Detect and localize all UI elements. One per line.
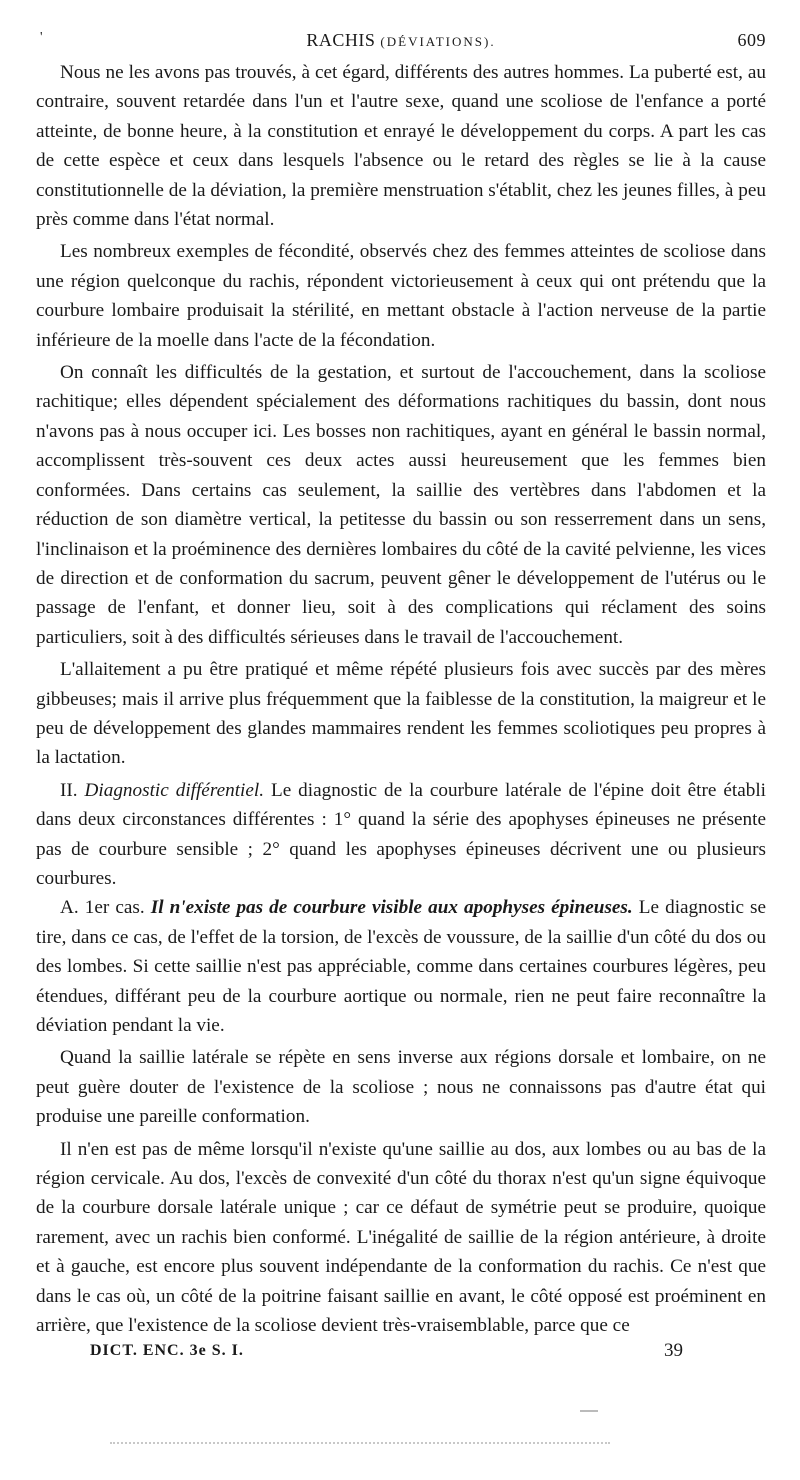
- section-title: Diagnostic différentiel.: [84, 779, 264, 801]
- section-number: II.: [60, 779, 78, 801]
- header-title: [36, 30, 766, 51]
- body-text: [36, 58, 766, 1340]
- footer-signature: DICT. ENC. 3e S. I.: [90, 1342, 244, 1360]
- paragraph: Quand la saillie latérale se répète en sens inverse aux régions dorsale et lombaire, on ne peut guère douter de l'existence de la scoliose ; nous ne connaissons pas d'autre état qui produise une pareille conformation.: [36, 1047, 766, 1128]
- page-number: 609: [737, 30, 766, 50]
- case-letter: A.: [60, 897, 79, 919]
- running-header: [36, 30, 766, 58]
- section-text: Le diagnostic de la courbure latérale de l'épine doit être établi dans deux circonstances différentes : 1° quand la série des apophyses épineuses ne présente pas de courbure sensible ; 2° quand les apophyses épineuses décrivent une ou plusieurs courbures.: [36, 779, 766, 889]
- document-page: [36, 30, 766, 1372]
- page-footer: [36, 1342, 766, 1372]
- case-paragraph: [36, 893, 766, 1040]
- paragraph: On connaît les difficultés de la gestation, et surtout de l'accouchement, dans la scoliose rachitique; elles dépendent spécialement des déformations rachitiques du bassin, dont nous n'avons pas à nous occuper ici. Les bosses non rachitiques, ayant en général le bassin normal, accomplissent très-souvent ces deux actes aussi heureusement que les femmes bien conformées. Dans certains cas seulement, la saillie des vertèbres dans l'abdomen et la réduction de son diamètre vertical, la petitesse du bassin ou son resserrement dans un sens, l'inclinaison et la proéminence des dernières lombaires du côté de la cavité pelvienne, les vices de direction et de conformation du sacrum, peuvent gêner le développement de l'utérus ou le passage de l'enfant, et donner lieu, soit à des complications qui réclament des soins particuliers, soit à des difficultés sérieuses dans le travail de l'accouchement.: [36, 362, 766, 648]
- header-mark: ': [40, 30, 44, 45]
- paragraph: L'allaitement a pu être pratiqué et même répété plusieurs fois avec succès par des mères gibbeuses; mais il arrive plus fréquemment que la faiblesse de la constitution, la maigreur et le peu de développement des glandes mammaires rendent les femmes scoliotiques peu propres à la lactation.: [36, 659, 766, 769]
- paragraph: Les nombreux exemples de fécondité, observés chez des femmes atteintes de scoliose dans une région quelconque du rachis, répondent victorieusement à ceux qui ont prétendu que la courbure lombaire produisait la stérilité, en mettant obstacle à l'action nerveuse de la partie inférieure de la moelle dans l'acte de la fécondation.: [36, 241, 766, 351]
- case-text: Le diagnostic se tire, dans ce cas, de l'effet de la torsion, de l'excès de voussure, de la saillie d'un côté du dos ou des lombes. Si cette saillie n'est pas appréciable, comme dans certaines courbures légères, peu étendues, différant peu de la courbure aortique ou normale, rien ne peut faire reconnaître la déviation pendant la vie.: [36, 897, 767, 1036]
- paragraph: Il n'en est pas de même lorsqu'il n'existe qu'une saillie au dos, aux lombes ou au bas de la région cervicale. Au dos, l'excès de convexité d'un côté du thorax n'est qu'un signe équivoque de la courbure dorsale latérale unique ; car ce défaut de symétrie peut se produire, quoique rarement, avec un rachis bien conformé. L'inégalité de saillie de la région antérieure, à droite et à gauche, est encore plus souvent indépendante de la conformation du rachis. Ce n'est que dans le cas où, un côté de la poitrine faisant saillie en avant, le côté opposé est proéminent en arrière, que l'existence de la scoliose devient très-vraisemblable, parce que ce: [36, 1138, 766, 1337]
- header-title-sub: (DÉVIATIONS).: [380, 34, 496, 49]
- sheet-number: 39: [664, 1340, 683, 1362]
- header-title-main: RACHIS: [306, 30, 376, 50]
- case-title: Il n'existe pas de courbure visible aux apophyses épineuses.: [150, 897, 633, 919]
- scan-mark: [580, 1410, 598, 1412]
- paragraph: Nous ne les avons pas trouvés, à cet égard, différents des autres hommes. La puberté est, au contraire, souvent retardée dans l'un et l'autre sexe, quand une scoliose de l'enfance a porté atteinte, de bonne heure, à la constitution et enrayé le développement du corps. A part les cas de cette espèce et ceux dans lesquels l'absence ou le retard des règles se lie à la cause constitutionnelle de la déviation, la première menstruation s'établit, chez les jeunes filles, à peu près comme dans l'état normal.: [36, 62, 766, 231]
- case-label: 1er cas.: [84, 897, 145, 919]
- scan-noise: [110, 1442, 610, 1448]
- section-paragraph: [36, 776, 766, 894]
